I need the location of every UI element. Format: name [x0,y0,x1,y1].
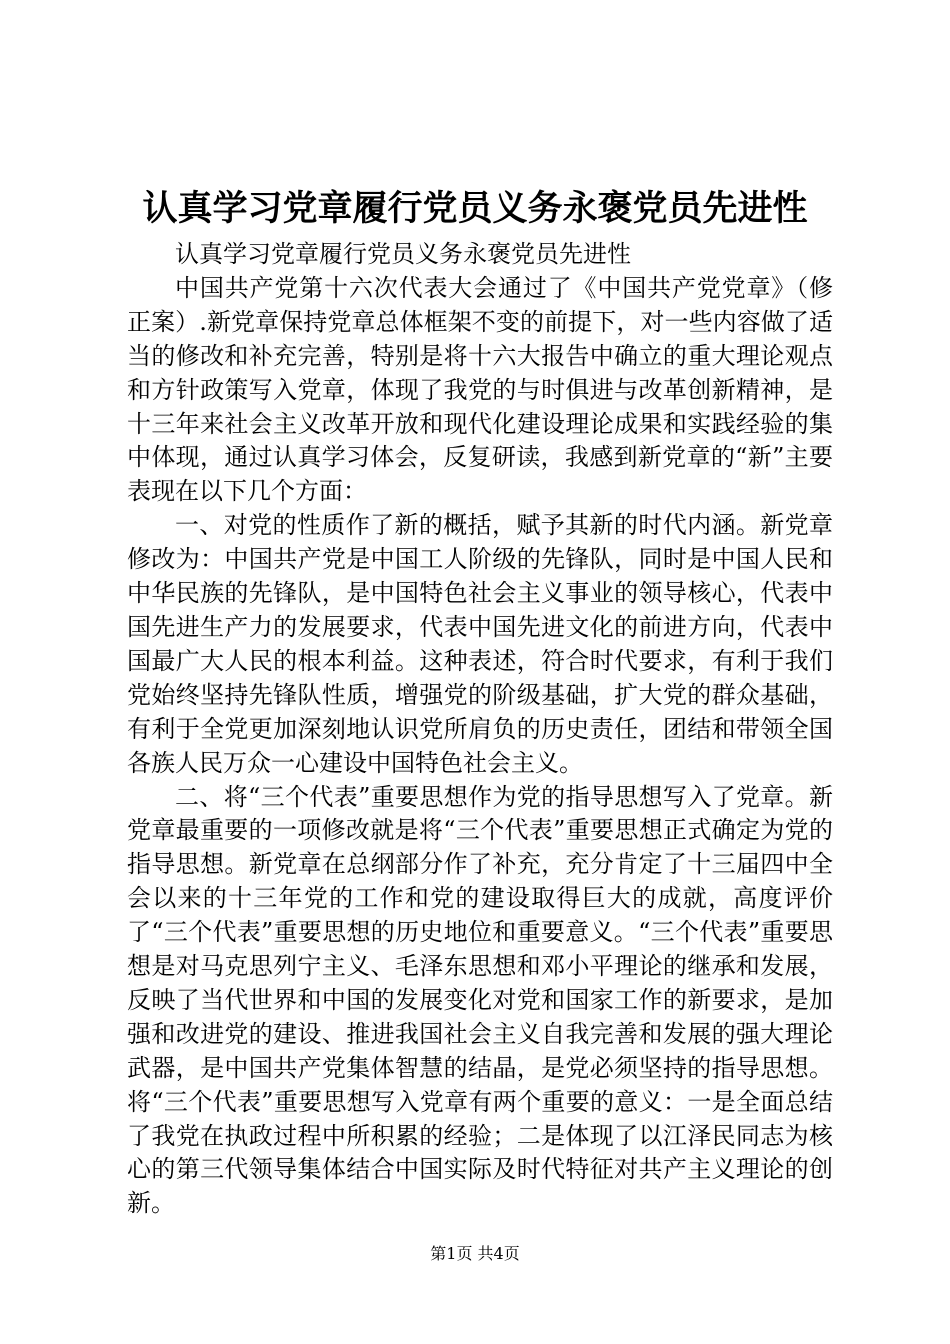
document-body [127,238,833,1221]
paragraph-point-one: 一、对党的性质作了新的概括，赋予其新的时代内涵。新党章修改为：中国共产党是中国工人阶级的先锋队，同时是中国人民和中华民族的先锋队，是中国特色社会主义事业的领导核心，代表中国先进生产力的发展要求，代表中国先进文化的前进方向，代表中国最广大人民的根本利益。这种表述，符合时代要求，有利于我们党始终坚持先锋队性质，增强党的阶级基础，扩大党的群众基础，有利于全党更加深刻地认识党所肩负的历史责任，团结和带领全国各族人民万众一心建设中国特色社会主义。 [127,511,833,777]
document-title: 认真学习党章履行党员义务永褒党员先进性 [142,188,808,229]
paragraph-intro: 中国共产党第十六次代表大会通过了《中国共产党党章》（修正案）.新党章保持党章总体框架不变的前提下，对一些内容做了适当的修改和补充完善，特别是将十六大报告中确立的重大理论观点和方针政策写入党章，体现了我党的与时俱进与改革创新精神，是十三年来社会主义改革开放和现代化建设理论成果和实践经验的集中体现，通过认真学习体会，反复研读，我感到新党章的“新”主要表现在以下几个方面： [127,273,833,506]
paragraph-point-two: 二、将“三个代表”重要思想作为党的指导思想写入了党章。新党章最重要的一项修改就是将“三个代表”重要思想正式确定为党的指导思想。新党章在总纲部分作了补充，充分肯定了十三届四中全会以来的十三年党的工作和党的建设取得巨大的成就，高度评价了“三个代表”重要思想的历史地位和重要意义。“三个代表”重要思想是对马克思列宁主义、毛泽东思想和邓小平理论的继承和发展，反映了当代世界和中国的发展变化对党和国家工作的新要求，是加强和改进党的建设、推进我国社会主义自我完善和发展的强大理论武器，是中国共产党集体智慧的结晶，是党必须坚持的指导思想。将“三个代表”重要思想写入党章有两个重要的意义：一是全面总结了我党在执政过程中所积累的经验；二是体现了以江泽民同志为核心的第三代领导集体结合中国实际及时代特征对共产主义理论的创新。 [127,782,833,1218]
paragraph-subtitle: 认真学习党章履行党员义务永褒党员先进性 [175,240,631,268]
page-number-footer: 第1页 共4页 [430,1244,520,1263]
